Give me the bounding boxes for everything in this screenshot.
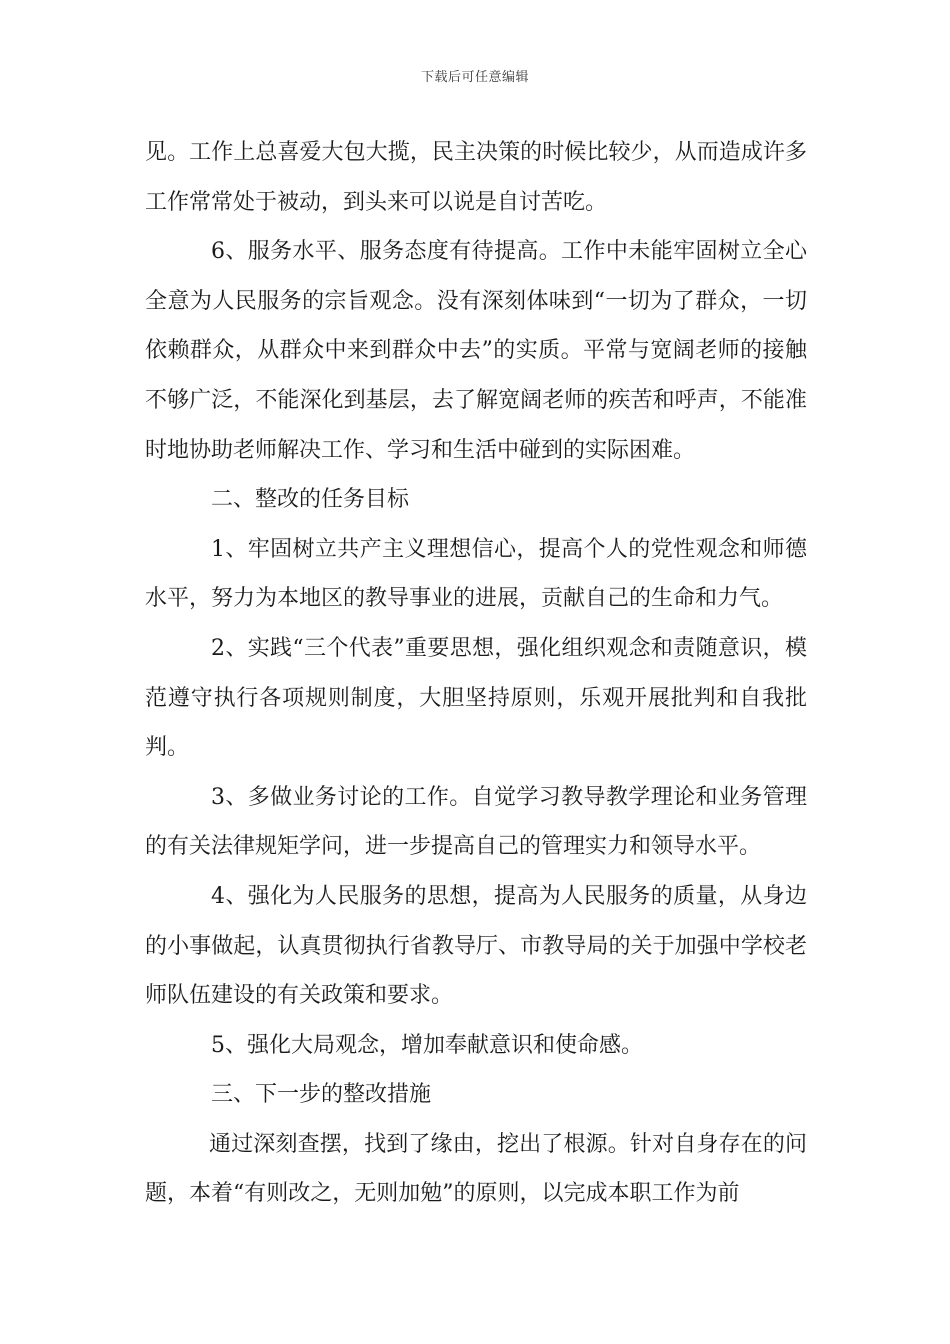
paragraph-item-1: 1、牢固树立共产主义理想信心，提高个人的党性观念和师德水平，努力为本地区的教导事业的进展，贡献自己的生命和力气。 [145, 536, 807, 612]
paragraph-item-3: 3、多做业务讨论的工作。自觉学习教导教学理论和业务管理的有关法律规矩学问，进一步提高自己的管理实力和领导水平。 [145, 784, 807, 860]
paragraph-item-4: 4、强化为人民服务的思想，提高为人民服务的质量，从身边的小事做起，认真贯彻执行省教导厅、市教导局的关于加强中学校老师队伍建设的有关政策和要求。 [145, 883, 807, 1009]
section-heading-2: 二、整改的任务目标 [211, 487, 410, 513]
page-header: 下载后可任意编辑 [420, 70, 529, 85]
paragraph-measures-intro: 通过深刻查摆，找到了缘由，挖出了根源。针对自身存在的问题，本着“有则改之，无则加勉”的原则，以完成本职工作为前 [145, 1131, 807, 1207]
paragraph-item-6: 6、服务水平、服务态度有待提高。工作中未能牢固树立全心全意为人民服务的宗旨观念。没有深刻体味到“一切为了群众，一切依赖群众，从群众中来到群众中去”的实质。平常与宽阔老师的接触不够广泛，不能深化到基层，去了解宽阔老师的疾苦和呼声，不能准时地协助老师解决工作、学习和生活中碰到的实际困难。 [145, 239, 807, 463]
paragraph-item-2: 2、实践“三个代表”重要思想，强化组织观念和责随意识，模范遵守执行各项规则制度，大胆坚持原则，乐观开展批判和自我批判。 [145, 635, 807, 761]
paragraph-item-5: 5、强化大局观念，增加奉献意识和使命感。 [211, 1032, 643, 1058]
document-body [145, 128, 807, 1219]
section-heading-3: 三、下一步的整改措施 [211, 1082, 432, 1108]
paragraph-continuation: 见。工作上总喜爱大包大揽，民主决策的时候比较少，从而造成许多工作常常处于被动，到头来可以说是自讨苦吃。 [145, 140, 807, 215]
